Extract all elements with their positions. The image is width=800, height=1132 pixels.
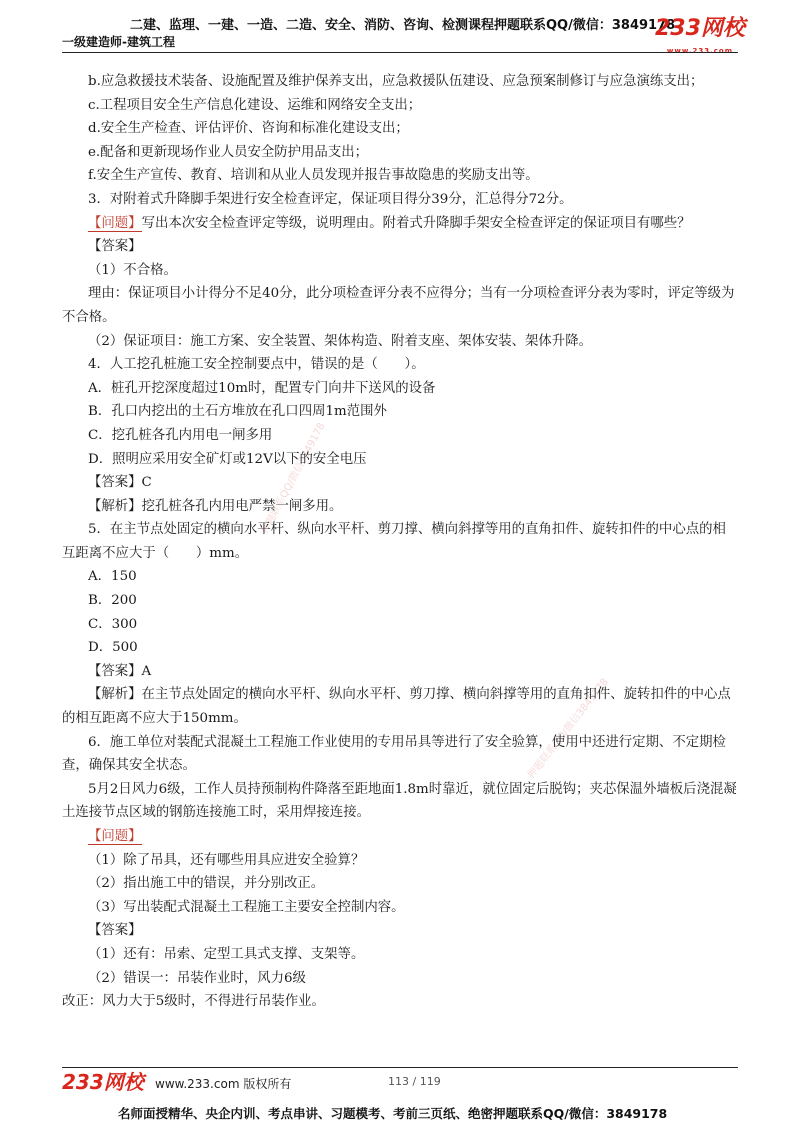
sub-question: （3）写出装配式混凝土工程施工主要安全控制内容。 [88,899,405,915]
text-line: f.安全生产宣传、教育、培训和从业人员发现并报告事故隐患的奖励支出等。 [88,168,539,184]
option: A．150 [88,569,137,585]
answer-line: 改正：风力大于5级时，不得进行吊装作业。 [62,994,325,1010]
text-line: e.配备和更新现场作业人员安全防护用品支出； [88,144,368,160]
sub-question: （1）除了吊具，还有哪些用具应进安全验算？ [88,852,365,868]
document-body [62,70,738,1014]
option: C．300 [88,616,138,632]
brand-logo-top [655,18,745,62]
footer-contact-line: 名师面授精华、央企内训、考点串讲、习题模考、考前三页纸、绝密押题联系QQ/微信：3849178 [118,1106,668,1121]
watermark: 押题联系QQ/微信3849178 [526,676,611,781]
sub-question: （2）指出施工中的错误，并分别改正。 [88,876,325,892]
question-5: 5．在主节点处固定的横向水平杆、纵向水平杆、剪刀撑、横向斜撑等用的直角扣件、旋转扣件的中心点的相互距离不应大于（ ）mm。 [62,522,726,561]
brand-logo-bottom: 233网校 [62,1070,144,1094]
logo-url: www.233.com [666,47,734,55]
question-label: 【问题】 [88,829,142,844]
answer-line: （2）错误一：吊装作业时，风力6级 [88,970,306,986]
question-paragraph [62,212,738,236]
answer-line: （1）不合格。 [88,262,177,278]
question-label: 【问题】 [88,215,142,231]
header-divider [62,52,738,53]
analysis-line: 【解析】在主节点处固定的横向水平杆、纵向水平杆、剪刀撑、横向斜撑等用的直角扣件、旋转扣件的中心点的相互距离不应大于150mm。 [62,687,731,727]
footer-divider [62,1067,738,1068]
option: B．200 [88,593,137,609]
answer-line: （1）还有：吊索、定型工具式支撑、支架等。 [88,946,365,962]
option: D．500 [88,640,138,656]
answer-label: 【答案】 [88,239,142,255]
answer-label: 【答案】 [88,923,142,939]
option: C．挖孔桩各孔内用电一闸多用 [88,427,273,443]
option: B．孔口内挖出的土石方堆放在孔口四周1m范围外 [88,404,387,420]
answer-line: 【答案】A [88,663,152,679]
option: A．桩孔开挖深度超过10m时，配置专门向井下送风的设备 [88,380,436,396]
page-number: 113 / 119 [388,1075,441,1088]
case-text: 5月2日风力6级，工作人员持预制构件降落至距地面1.8m时靠近，就位固定后脱钩；夹芯保温外墙板后浇混凝土连接节点区域的钢筋连接施工时，采用焊接连接。 [62,781,737,821]
question-text: 写出本次安全检查评定等级，说明理由。附着式升降脚手架安全检查评定的保证项目有哪些？ [141,215,691,231]
text-line: d.安全生产检查、评估评价、咨询和标准化建设支出； [88,121,409,137]
option: D．照明应采用安全矿灯或12V以下的安全电压 [88,451,367,467]
question-label-line [62,825,738,849]
logo-text: 233网校 [655,16,745,41]
text-line: b.应急救援技术装备、设施配置及维护保养支出，应急救援队伍建设、应急预案制修订与应急演练支出； [88,74,704,89]
answer-line: 【答案】C [88,475,152,491]
watermark: 押题联系QQ/微信3849178 [259,421,328,536]
text-line: c.工程项目安全生产信息化建设、运维和网络安全支出； [88,97,422,113]
question-6: 6．施工单位对装配式混凝土工程施工作业使用的专用吊具等进行了安全验算，使用中还进行定期、不定期检查，确保其安全状态。 [62,734,726,774]
text-line: 3．对附着式升降脚手架进行安全检查评定，保证项目得分39分，汇总得分72分。 [88,191,573,207]
header-subtitle: 一级建造师-建筑工程 [62,35,175,49]
analysis-line: 【解析】挖孔桩各孔内用电严禁一闸多用。 [88,498,343,514]
question-4: 4．人工挖孔桩施工安全控制要点中，错误的是（ ）。 [88,357,425,373]
header-contact-line: 二建、监理、一建、一造、二造、安全、消防、咨询、检测课程押题联系QQ/微信：3849178 [130,18,676,33]
answer-line: 理由：保证项目小计得分不足40分，此分项检查评分表不应得分；当有一分项检查评分表为零时，评定等级为不合格。 [62,286,735,325]
answer-line: （2）保证项目：施工方案、安全装置、架体构造、附着支座、架体安装、架体升降。 [88,333,592,349]
footer-copyright: www.233.com 版权所有 [155,1077,292,1091]
